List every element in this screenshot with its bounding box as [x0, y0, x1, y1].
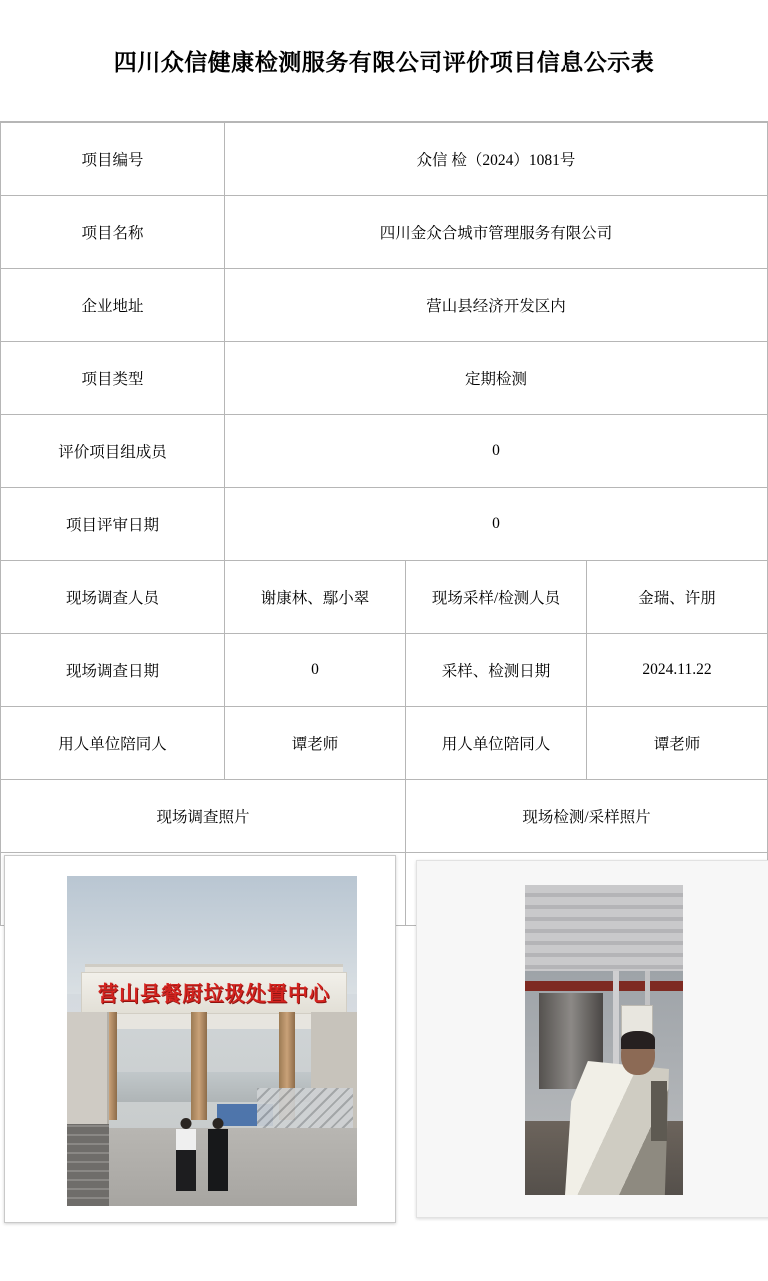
photo-pipe — [525, 981, 683, 991]
row-label: 企业地址 — [1, 269, 225, 342]
photo-sign-text: 营山县餐厨垃圾处置中心 — [97, 983, 331, 1006]
photo-frame-right — [416, 860, 768, 1218]
info-table — [0, 122, 768, 1006]
row-value: 众信 检（2024）1081号 — [225, 123, 768, 196]
table-row — [1, 123, 768, 196]
page-title: 四川众信健康检测服务有限公司评价项目信息公示表 — [113, 49, 655, 75]
row-value: 营山县经济开发区内 — [225, 269, 768, 342]
table-row-split — [1, 634, 768, 707]
row-label: 评价项目组成员 — [1, 415, 225, 488]
photo-frame-left — [4, 855, 396, 1223]
row-value: 0 — [225, 488, 768, 561]
photo-container-left — [5, 855, 401, 1006]
table-row — [1, 269, 768, 342]
site-survey-photo — [67, 876, 357, 1206]
row-label-left: 用人单位陪同人 — [1, 707, 225, 780]
row-label-right: 现场采样/检测人员 — [406, 561, 587, 634]
photo-header-left: 现场调查照片 — [1, 780, 406, 853]
photo-pillar — [191, 1012, 207, 1120]
row-label: 项目编号 — [1, 123, 225, 196]
row-label-right: 采样、检测日期 — [406, 634, 587, 707]
document-title-bar — [0, 0, 768, 122]
photo-person-head — [181, 1118, 192, 1129]
row-label-left: 现场调查人员 — [1, 561, 225, 634]
photo-person — [207, 1118, 229, 1192]
photo-person-body — [208, 1129, 228, 1191]
photo-sign-board — [81, 972, 347, 1014]
row-value-right: 谭老师 — [587, 707, 768, 780]
table-row — [1, 196, 768, 269]
row-value-right: 2024.11.22 — [587, 634, 768, 707]
row-value: 定期检测 — [225, 342, 768, 415]
photo-header-right: 现场检测/采样照片 — [406, 780, 768, 853]
table-row-split — [1, 707, 768, 780]
sampling-photo — [525, 885, 683, 1195]
table-row — [1, 415, 768, 488]
row-value-right: 金瑞、许朋 — [587, 561, 768, 634]
table-row-split — [1, 561, 768, 634]
row-value: 0 — [225, 415, 768, 488]
row-label-right: 用人单位陪同人 — [406, 707, 587, 780]
photo-worker-hair — [621, 1031, 655, 1049]
row-label-left: 现场调查日期 — [1, 634, 225, 707]
photo-cell-left — [1, 853, 406, 1006]
row-label: 项目评审日期 — [1, 488, 225, 561]
photo-person — [175, 1118, 197, 1192]
photo-ceiling — [525, 885, 683, 971]
photo-row — [1, 853, 768, 926]
photo-stone-wall — [67, 1124, 109, 1206]
table-row — [1, 342, 768, 415]
row-value-left: 谢康林、鄢小翠 — [225, 561, 406, 634]
photo-person-head — [213, 1118, 224, 1129]
photo-header-row — [1, 780, 768, 853]
row-value-left: 0 — [225, 634, 406, 707]
photo-cell-right — [406, 853, 768, 926]
row-label: 项目类型 — [1, 342, 225, 415]
row-value: 四川金众合城市管理服务有限公司 — [225, 196, 768, 269]
table-row — [1, 488, 768, 561]
row-label: 项目名称 — [1, 196, 225, 269]
photo-container-right — [410, 855, 763, 923]
photo-worker-arm — [651, 1081, 667, 1141]
row-value-left: 谭老师 — [225, 707, 406, 780]
photo-person-body — [176, 1129, 196, 1191]
